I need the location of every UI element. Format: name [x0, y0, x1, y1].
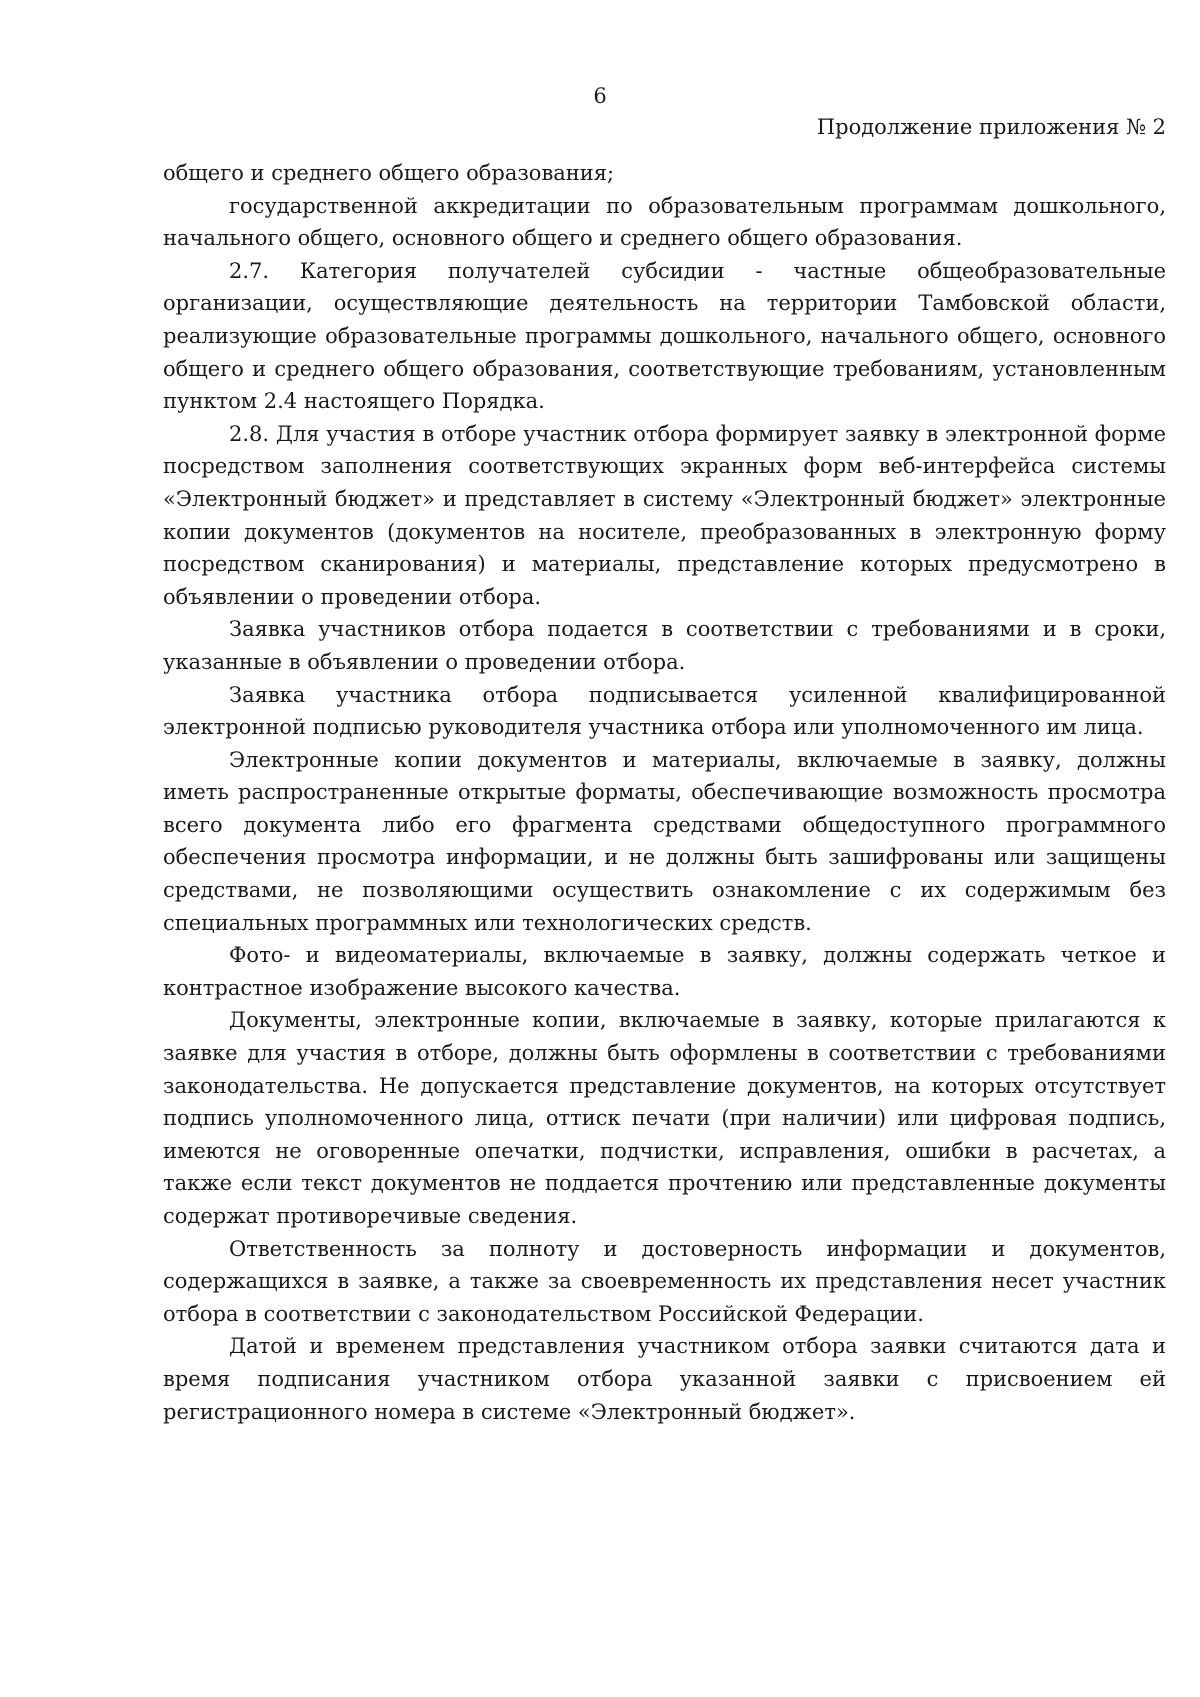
paragraph: Документы, электронные копии, включаемые в заявку, которые прилагаются к заявке для участия в отборе, должны быть оформлены в соответствии с требованиями законодательства. Не допускается представление документов, на которых отсутствует подпись уполномоченного лица, оттиск печати (при наличии) или цифровая подпись, имеются не оговоренные опечатки, подчистки, исправления, ошибки в расчетах, а также если текст документов не поддается прочтению или представленные документы содержат противоречивые сведения. [163, 1008, 1166, 1228]
paragraph: Электронные копии документов и материалы, включаемые в заявку, должны иметь распространенные открытые форматы, обеспечивающие возможность просмотра всего документа либо его фрагмента средствами общедоступного программного обеспечения просмотра информации, и не должны быть зашифрованы или защищены средствами, не позволяющими осуществить ознакомление с их содержимым без специальных программных или технологических средств. [163, 747, 1166, 935]
document-body [163, 157, 1166, 1428]
page-number: 6 [593, 84, 607, 108]
paragraph: государственной аккредитации по образовательным программам дошкольного, начального общего, основного общего и среднего общего образования. [163, 193, 1166, 251]
paragraph: общего и среднего общего образования; [163, 161, 615, 185]
paragraph: Заявка участника отбора подписывается усиленной квалифицированной электронной подписью руководителя участника отбора или уполномоченного им лица. [163, 682, 1166, 740]
paragraph-2-7: 2.7. Категория получателей субсидии - частные общеобразовательные организации, осуществляющие деятельность на территории Тамбовской области, реализующие образовательные программы дошкольного, начального общего, основного общего и среднего общего образования, соответствующие требованиям, установленным пунктом 2.4 настоящего Порядка. [163, 258, 1166, 414]
paragraph: Датой и временем представления участником отбора заявки считаются дата и время подписания участником отбора указанной заявки с присвоением ей регистрационного номера в системе «Электронный бюджет». [163, 1334, 1166, 1424]
paragraph: Заявка участников отбора подается в соответствии с требованиями и в сроки, указанные в объявлении о проведении отбора. [163, 617, 1166, 674]
paragraph-2-8: 2.8. Для участия в отборе участник отбора формирует заявку в электронной форме посредством заполнения соответствующих экранных форм веб-интерфейса системы «Электронный бюджет» и представляет в систему «Электронный бюджет» электронные копии документов (документов на носителе, преобразованных в электронную форму посредством сканирования) и материалы, представление которых предусмотрено в объявлении о проведении отбора. [163, 421, 1166, 609]
appendix-continuation-label: Продолжение приложения № 2 [816, 115, 1166, 139]
paragraph: Ответственность за полноту и достоверность информации и документов, содержащихся в заявке, а также за своевременность их представления несет участник отбора в соответствии с законодательством Российской Федерации. [163, 1236, 1166, 1326]
paragraph: Фото- и видеоматериалы, включаемые в заявку, должны содержать четкое и контрастное изображение высокого качества. [163, 943, 1166, 1000]
